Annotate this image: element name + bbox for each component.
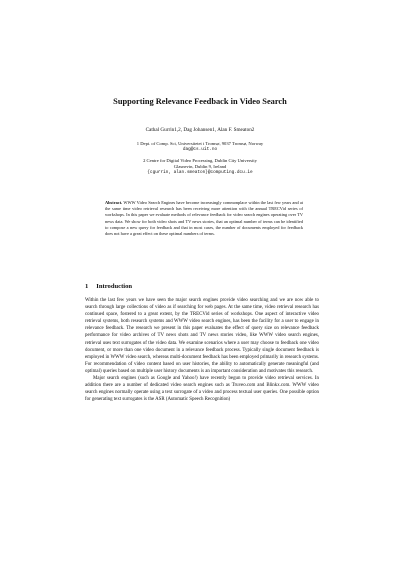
abstract-text: WWW Video Search Engines have become increasingly commonplace within the last few years and at the same time video retrieval research has been receiving more attention with the annual TRECVid series of workshops. In this paper we evaluate methods of relevance feedback for video search engines operating over TV news data. We show for both video shots and TV news stories, that an optimal number of terms can be identified to compose a new query for feedback and that in most cases, the number of documents employed for feedback does not have a great effect on these optimal numbers of terms. bbox=[105, 200, 303, 237]
author-list: Cathal Gurrin1,2, Dag Johansen1, Alan F. Smeaton2 bbox=[145, 127, 255, 133]
affiliation-1-address: 1 Dept. of Comp. Sci, Universitetet i Tromsø, 9037 Tromsø, Norway bbox=[136, 141, 264, 146]
abstract-label: Abstract. bbox=[105, 200, 123, 205]
section-heading bbox=[85, 283, 132, 290]
abstract bbox=[105, 200, 303, 237]
body-paragraph-2: Major search engines (such as Google and Yahoo!) have recently begun to provide video retrieval services. In addition there are a number of dedicated video search engines such as Truveo.com and Blinkx.com. WWW video search engines normally operate using a text surrogate of a video and process textual user queries. One possible option for generating text surrogates is the ASR (Automatic Speech Recognition) bbox=[85, 376, 319, 403]
paper-title: Supporting Relevance Feedback in Video Search bbox=[113, 97, 287, 106]
affiliation-2-email: {cgurrin, alan.smeaton}@computing.dcu.ie bbox=[147, 170, 253, 176]
section-number: 1 bbox=[85, 283, 89, 290]
affiliation-2-address: Glasnevin, Dublin 9, Ireland bbox=[173, 164, 227, 170]
affiliation-2-institution: 2 Centre for Digital Video Processing, Dublin City University bbox=[143, 158, 257, 163]
body-paragraph-1: Within the last few years we have seen the major search engines provide video searching and we are now able to search through large collections of video as if searching for web pages. At the same time, video retrieval research has continued space, fostered to a great extent, by the TRECVid series of workshops. One aspect of interactive video retrieval systems, both research systems and WWW video search engines, has been the facility for a user to engage in relevance feedback. The research we present in this paper evaluates the effect of query size on relevance feedback performance for video archives of TV news shots and TV news stories video, like WWW video search engines, retrieval uses text surrogates of the video data. We examine scenarios where a user may choose to feedback one video document, or more than one video document in a relevance feedback process. Typically single document feedback is employed in WWW video search, whereas multi-document feedback has been employed primarily in research systems. For recommendation of video content based on user histories, the ability to automatically generate meaningful (and optimal) queries based on multiple user history documents is an important consideration and motivates this research. bbox=[85, 298, 319, 374]
affiliation-1-email: dag@cs.uit.no bbox=[182, 147, 218, 153]
affiliation-1 bbox=[0, 141, 400, 153]
section-title: Introduction bbox=[96, 283, 133, 290]
section-body bbox=[85, 297, 319, 403]
affiliation-2 bbox=[0, 158, 400, 177]
